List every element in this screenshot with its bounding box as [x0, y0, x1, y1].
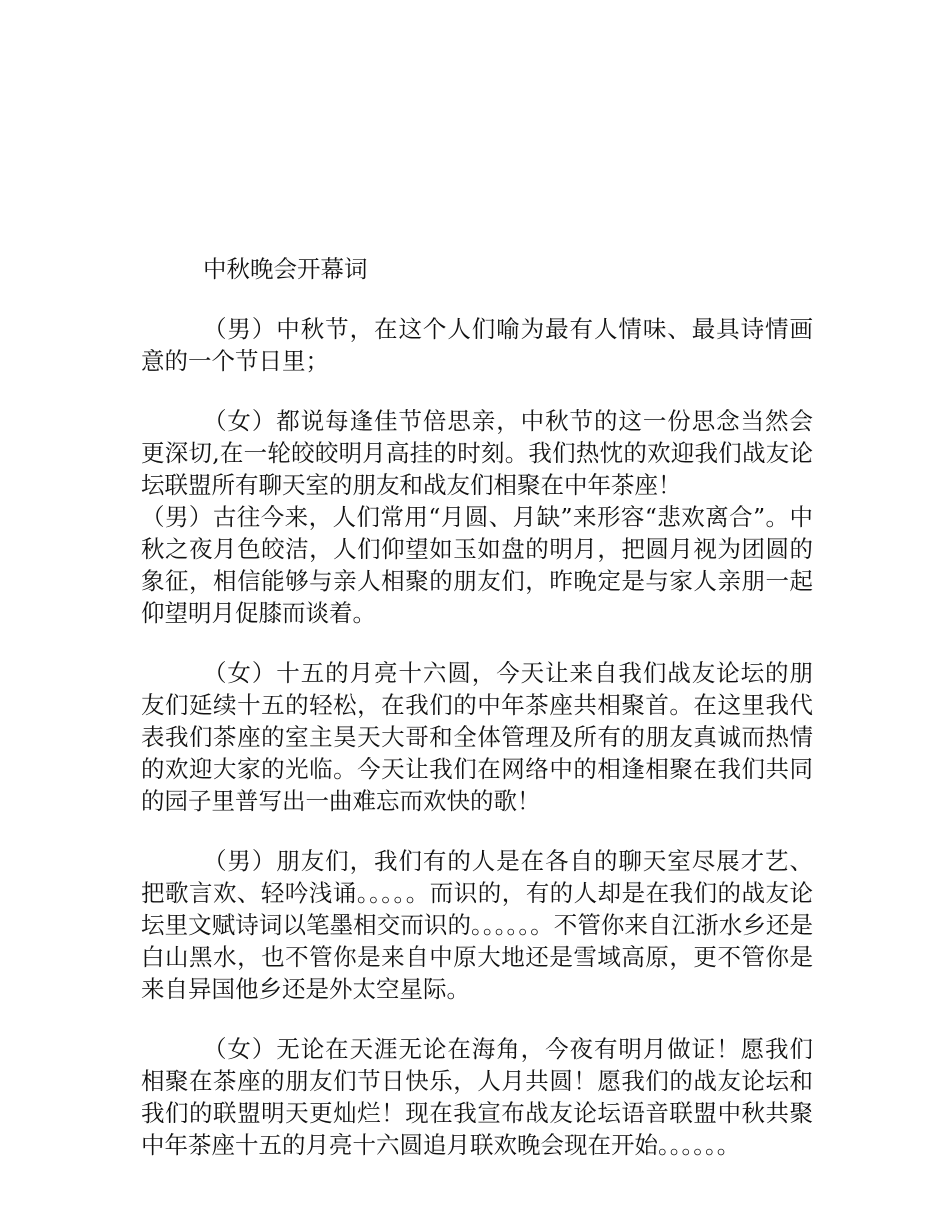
- paragraph-male-1: （男）中秋节，在这个人们喻为最有人情味、最具诗情画意的一个节日里；: [141, 315, 813, 375]
- document-title: 中秋晚会开幕词: [203, 255, 368, 283]
- paragraph-male-3: （男）朋友们，我们有的人是在各自的聊天室尽展才艺、把歌言欢、轻吟浅诵。。。。。而识的，有的人却是在我们的战友论坛里文赋诗词以笔墨相交而识的。。。。。。不管你来自江浙水乡还是白山黑水，也不管你是来自中原大地还是雪域高原，更不管你是来自异国他乡还是外太空星际。: [141, 847, 813, 1003]
- paragraph-female-1: （女）都说每逢佳节倍思亲，中秋节的这一份思念当然会更深切,在一轮皎皎明月高挂的时刻。我们热忱的欢迎我们战友论坛联盟所有聊天室的朋友和战友们相聚在中年茶座！: [141, 407, 813, 499]
- document-page: [141, 253, 813, 1189]
- paragraph-female-3: （女）无论在天涯无论在海角，今夜有明月做证！愿我们相聚在茶座的朋友们节日快乐，人月共圆！愿我们的战友论坛和我们的联盟明天更灿烂！现在我宣布战友论坛语音联盟中秋共聚中年茶座十五的月亮十六圆追月联欢晚会现在开始。。。。。。: [141, 1035, 813, 1159]
- paragraph-female-2: （女）十五的月亮十六圆，今天让来自我们战友论坛的朋友们延续十五的轻松，在我们的中年茶座共相聚首。在这里我代表我们茶座的室主昊天大哥和全体管理及所有的朋友真诚而热情的欢迎大家的光临。今天让我们在网络中的相逢相聚在我们共同的园子里普写出一曲难忘而欢快的歌！: [141, 659, 813, 815]
- paragraph-male-2: （男）古往今来，人们常用“月圆、月缺”来形容“悲欢离合”。中秋之夜月色皎洁，人们仰望如玉如盘的明月，把圆月视为团圆的象征，相信能够与亲人相聚的朋友们，昨晚定是与家人亲朋一起仰望明月促膝而谈着。: [141, 503, 813, 627]
